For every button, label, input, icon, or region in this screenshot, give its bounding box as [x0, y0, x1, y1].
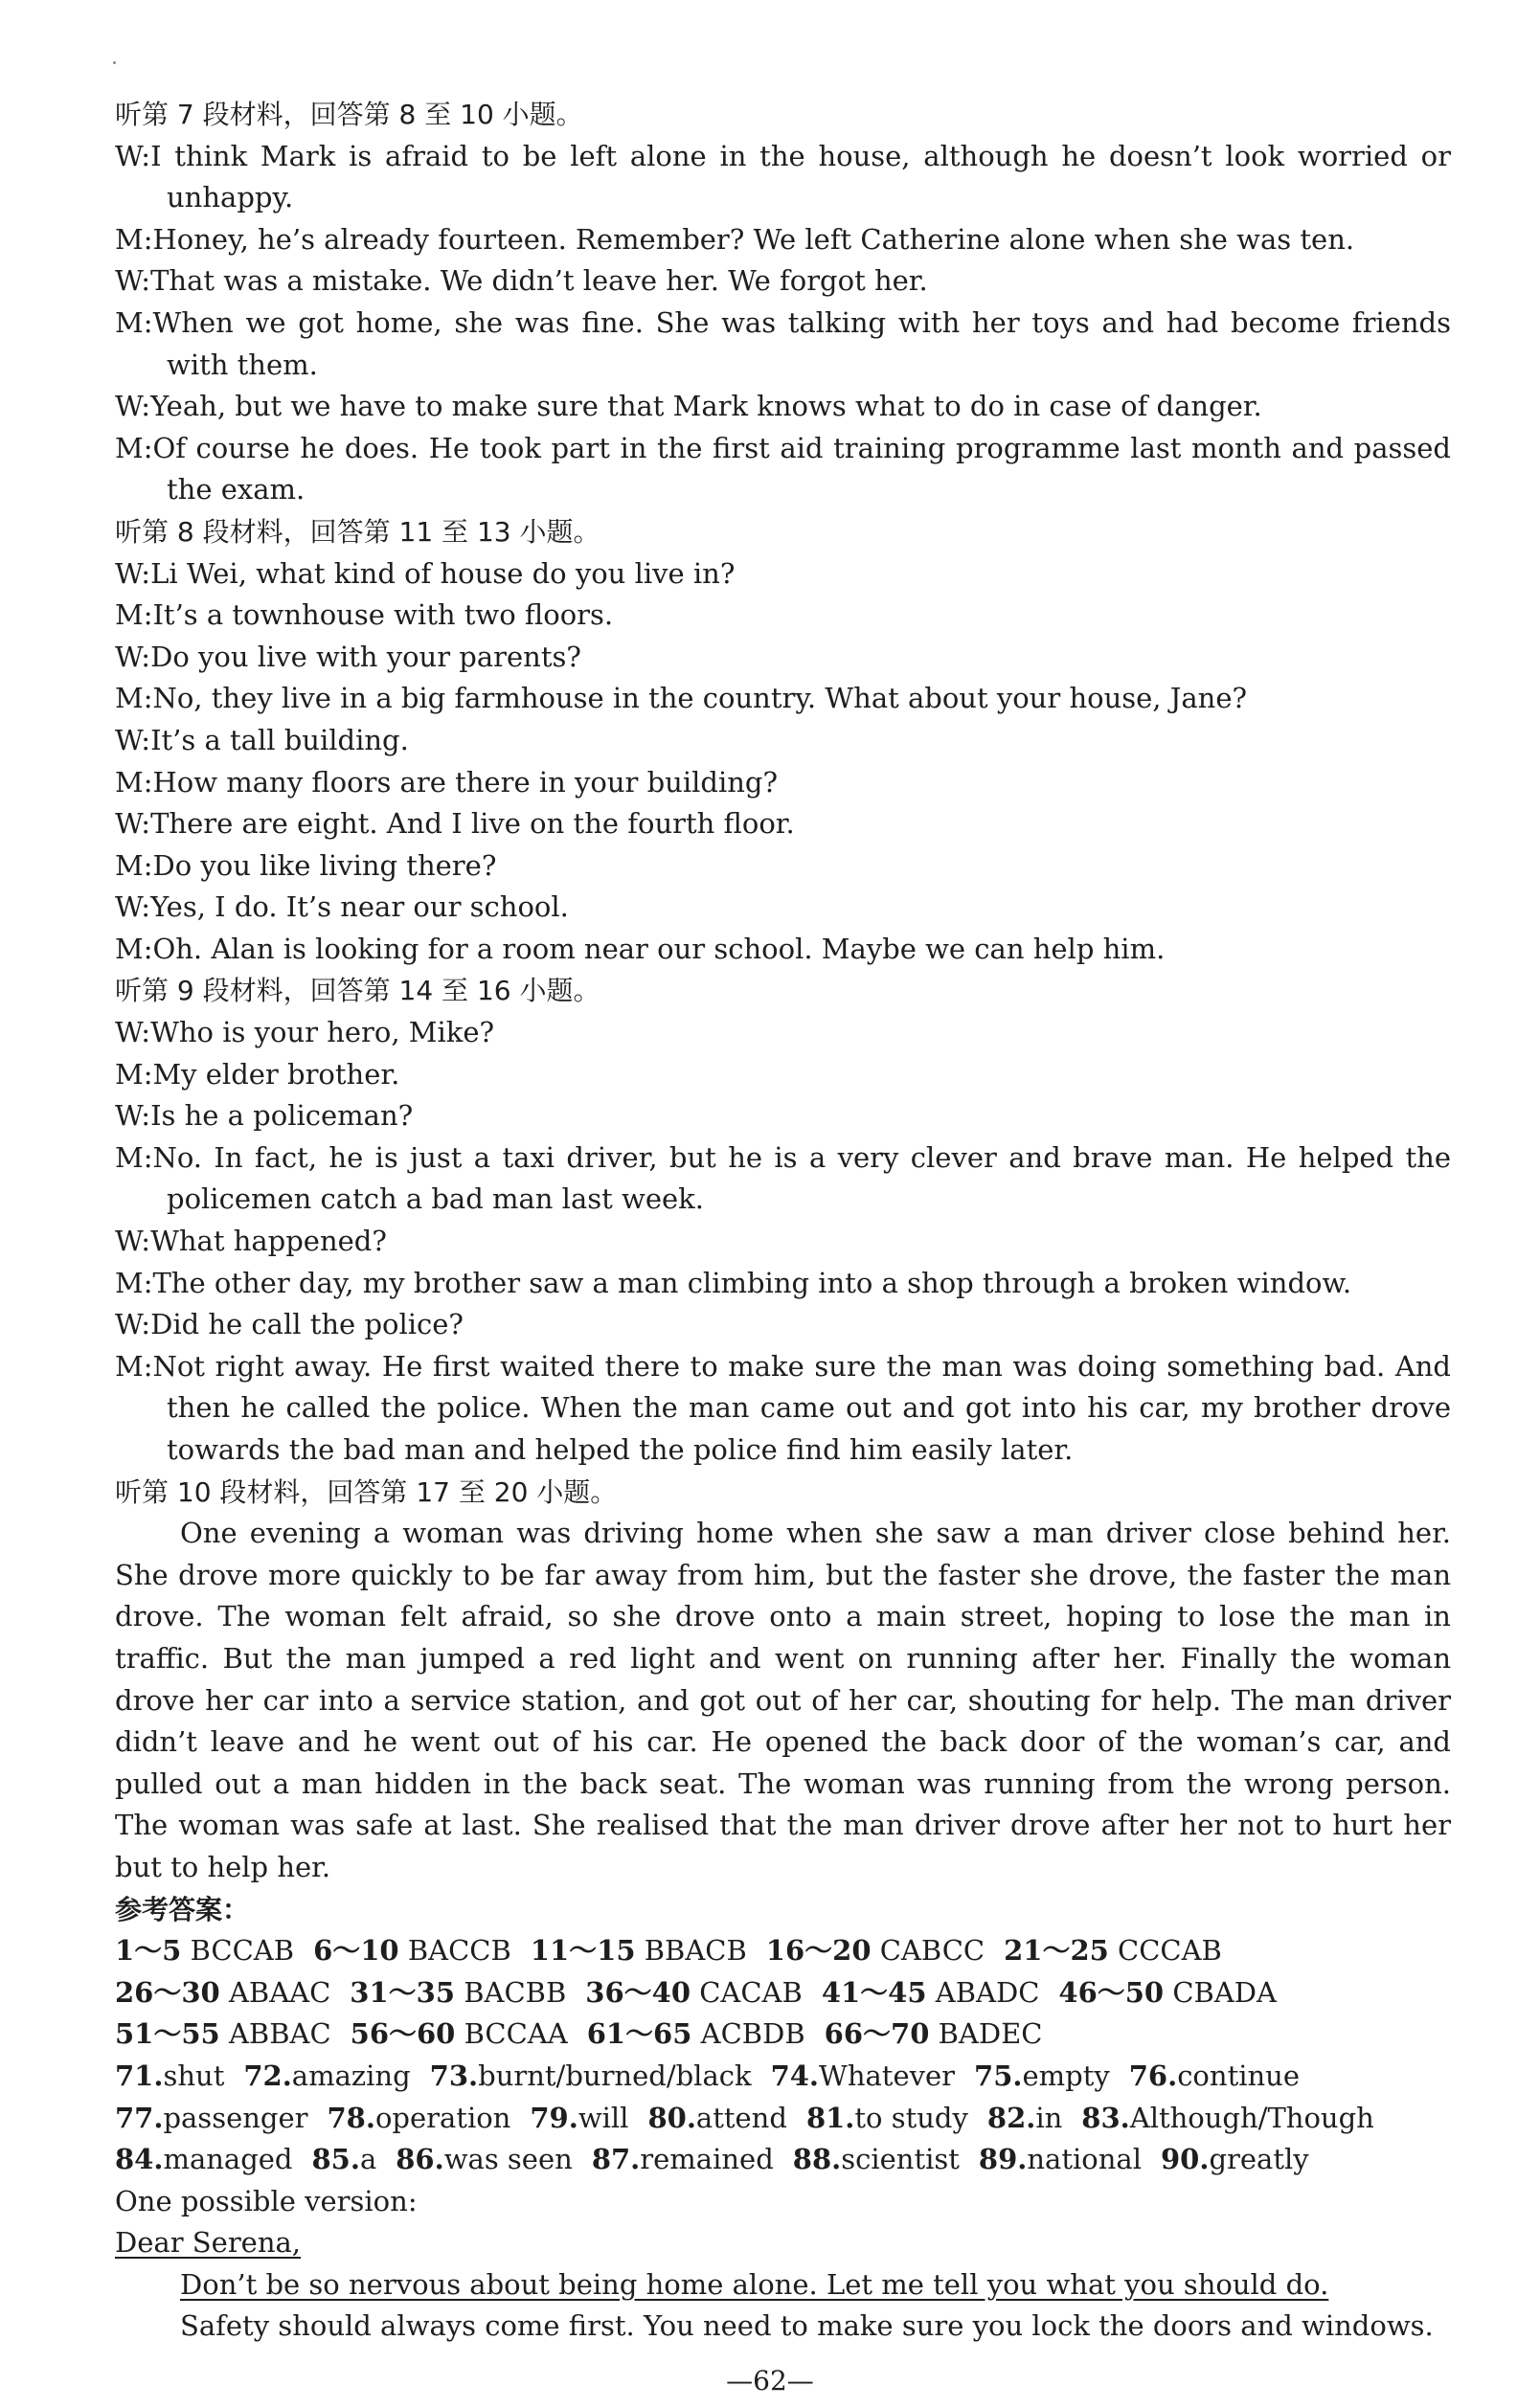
answer-row [115, 2056, 1451, 2098]
answer-value: BBACB [644, 1934, 747, 1968]
answer-rows [115, 1930, 1451, 2181]
answer-value: scientist [841, 2143, 960, 2176]
answer-number: 84. [115, 2143, 164, 2176]
answer-value: ABBAC [228, 2017, 331, 2051]
answer-item [1004, 1934, 1222, 1967]
answer-item [585, 1976, 803, 2009]
answer-number: 85. [311, 2143, 360, 2176]
passage-paragraph: One evening a woman was driving home when she saw a man driver close behind her. She drove more quickly to be far away from him, but the faster she drove, the faster the man drove. The woman felt afraid, so she drove onto a main street, hoping to lose the man in traffic. But the man jumped a red light and went on running after her. Finally the woman drove her car into a service station, and got out of her car, shouting for help. The man driver didn’t leave and he went out of his car. He opened the back door of the woman’s car, and pulled out a man hidden in the back seat. The woman was running from the wrong person. The woman was safe at last. She realised that the man driver drove after her not to hurt her but to help her. [115, 1517, 1451, 1883]
answer-number: 82. [986, 2101, 1036, 2134]
speaker: W: [115, 807, 151, 841]
speaker: W: [115, 139, 151, 172]
dialogue-line [115, 595, 1451, 637]
answer-number: 81. [805, 2101, 855, 2134]
speaker: M: [115, 598, 153, 632]
letter-salutation: Dear Serena, [115, 2226, 302, 2260]
dialogue-line [115, 929, 1451, 971]
answer-number: 61～65 [586, 2017, 692, 2051]
answer-item [115, 1934, 294, 1967]
speaker: W: [115, 890, 151, 924]
utterance: It’s a townhouse with two floors. [152, 598, 614, 632]
dialogue-line [115, 678, 1451, 720]
answer-number: 72. [243, 2059, 292, 2092]
speaker: W: [115, 1225, 151, 1258]
utterance: Do you live with your parents? [150, 640, 581, 673]
answer-number: 74. [770, 2059, 820, 2092]
answer-value: attend [695, 2101, 787, 2134]
dialogue-line [115, 762, 1451, 804]
answer-value: managed [163, 2143, 293, 2176]
dialogue-line [115, 720, 1451, 762]
section-heading: 听第 10 段材料，回答第 17 至 20 小题。 [115, 1475, 618, 1508]
section-8 [115, 511, 1451, 971]
answer-number: 11～15 [530, 1934, 636, 1968]
answer-item [313, 1934, 511, 1967]
answer-value: CCCAB [1118, 1934, 1222, 1968]
answer-key [115, 1889, 1451, 2181]
answer-item [766, 1934, 985, 1967]
answer-number: 87. [591, 2143, 641, 2176]
dialogue-line [115, 803, 1451, 845]
utterance: No, they live in a big farmhouse in the country. What about your house, Jane? [152, 682, 1248, 715]
answer-row [115, 2139, 1451, 2181]
answer-value: CABCC [879, 1934, 985, 1968]
letter-line: Don’t be so nervous about being home alone. Let me tell you what you should do. [180, 2267, 1329, 2301]
speaker: W: [115, 640, 151, 673]
utterance: My elder brother. [152, 1057, 400, 1091]
utterance: Of course he does. He took part in the first aid training programme last month and passed the exam. [152, 431, 1451, 506]
answer-number: 88. [792, 2143, 842, 2176]
utterance: Not right away. He first waited there to make sure the man was doing something bad. And then he called the police. When the man came out and got into his car, my brother drove towards the bad man and helped the police find him easily later. [152, 1349, 1451, 1466]
answer-value: burnt/burned/black [478, 2059, 752, 2092]
answer-value: ABAAC [228, 1975, 331, 2009]
utterance: Who is your hero, Mike? [150, 1016, 495, 1049]
answer-value: greatly [1209, 2143, 1309, 2176]
answer-number: 56～60 [350, 2017, 456, 2051]
answer-number: 36～40 [585, 1975, 691, 2009]
answer-value: remained [640, 2143, 774, 2176]
answer-value: national [1027, 2143, 1142, 2176]
dialogue-line [115, 553, 1451, 596]
dialogue-line [115, 260, 1451, 303]
utterance: What happened? [150, 1225, 387, 1258]
answer-number: 89. [978, 2143, 1028, 2176]
speaker: W: [115, 390, 151, 423]
answer-value: shut [163, 2059, 225, 2092]
page-number: —62— [726, 2365, 814, 2397]
dialogue-line [115, 1346, 1451, 1472]
speaker: M: [115, 765, 153, 799]
answer-item [987, 2102, 1062, 2134]
answer-number: 51～55 [115, 2017, 220, 2051]
answer-value: a [359, 2143, 377, 2176]
speaker: M: [115, 848, 153, 882]
answer-item [115, 2059, 224, 2092]
section-9 [115, 970, 1451, 1471]
speaker: M: [115, 305, 153, 339]
answer-number: 1～5 [115, 1934, 182, 1968]
speaker: M: [115, 1349, 153, 1383]
writing-sample [115, 2181, 1451, 2348]
utterance: Did he call the police? [150, 1308, 464, 1341]
speaker: W: [115, 723, 151, 756]
answer-number: 21～25 [1004, 1934, 1109, 1968]
answer-number: 78. [327, 2101, 375, 2134]
answer-number: 73. [429, 2059, 479, 2092]
answer-item [592, 2143, 774, 2175]
speaker: W: [115, 264, 151, 298]
answer-value: BACBB [464, 1975, 567, 2009]
section-7 [115, 94, 1451, 511]
answer-value: operation [374, 2101, 511, 2134]
answer-value: Although/Though [1129, 2101, 1374, 2134]
dialogue-line [115, 1012, 1451, 1054]
answer-item [115, 1976, 330, 2009]
utterance: No. In fact, he is just a taxi driver, but he is a very clever and brave man. He helped the policemen catch a bad man last week. [152, 1140, 1451, 1216]
answer-number: 79. [530, 2101, 578, 2134]
dialogue-line [115, 303, 1451, 386]
dialogue-line [115, 887, 1451, 929]
dialogue-line [115, 1263, 1451, 1305]
answer-row [115, 1930, 1451, 1972]
answer-value: empty [1022, 2059, 1110, 2092]
answer-number: 90. [1160, 2143, 1210, 2176]
section-heading: 听第 9 段材料，回答第 14 至 16 小题。 [115, 975, 600, 1007]
speaker: W: [115, 1099, 151, 1133]
answer-item [350, 1976, 566, 2009]
utterance: It’s a tall building. [150, 723, 409, 756]
answer-value: ABADC [935, 1975, 1040, 2009]
answer-item [530, 2102, 628, 2134]
speaker: M: [115, 431, 153, 464]
answer-item [531, 1934, 747, 1967]
answer-value: CBADA [1172, 1975, 1277, 2009]
answer-item [1129, 2059, 1300, 2092]
answer-value: BCCAA [464, 2017, 568, 2051]
section-10 [115, 1472, 1451, 1889]
answer-value: continue [1177, 2059, 1301, 2092]
speaker: M: [115, 1266, 153, 1299]
answer-value: ACBDB [700, 2017, 805, 2051]
utterance: How many floors are there in your building? [152, 765, 779, 799]
utterance: When we got home, she was fine. She was talking with her toys and had become friends with them. [152, 305, 1451, 381]
answer-value: was seen [443, 2143, 573, 2176]
answer-item [351, 2017, 568, 2050]
answer-value: CACAB [699, 1975, 803, 2009]
answer-value: Whatever [819, 2059, 956, 2092]
answer-item [243, 2059, 410, 2092]
speaker: W: [115, 1016, 151, 1049]
dialogue-line [115, 428, 1451, 511]
answer-item [396, 2143, 573, 2175]
speaker: M: [115, 932, 153, 965]
answer-item [825, 2017, 1043, 2050]
answer-item [822, 1976, 1040, 2009]
utterance: Is he a policeman? [150, 1099, 414, 1133]
utterance: Yeah, but we have to make sure that Mark knows what to do in case of danger. [150, 390, 1262, 423]
answer-row [115, 1972, 1451, 2014]
answer-number: 77. [115, 2101, 164, 2134]
answer-item [974, 2059, 1110, 2092]
answer-item [115, 2143, 293, 2175]
dialogue-line [115, 1137, 1451, 1221]
answer-item [793, 2143, 960, 2175]
answer-item [115, 2017, 331, 2050]
utterance: The other day, my brother saw a man climbing into a shop through a broken window. [152, 1266, 1352, 1299]
speaker: W: [115, 1308, 151, 1341]
answer-item [1058, 1976, 1277, 2009]
answer-value: in [1035, 2101, 1063, 2134]
answer-item [979, 2143, 1142, 2175]
sample-intro: One possible version: [115, 2184, 418, 2217]
answer-value: BADEC [938, 2017, 1043, 2051]
answer-value: BACCB [407, 1934, 511, 1968]
answer-item [1081, 2102, 1374, 2134]
answer-item [771, 2059, 955, 2092]
dialogue-line [115, 386, 1451, 428]
answer-number: 31～35 [350, 1975, 455, 2009]
scan-speck [113, 61, 116, 64]
answer-item [647, 2102, 786, 2134]
speaker: M: [115, 682, 153, 715]
dialogue-line [115, 219, 1451, 261]
answer-number: 75. [974, 2059, 1023, 2092]
answer-item [115, 2102, 308, 2134]
speaker: M: [115, 1057, 153, 1091]
dialogue-line [115, 1054, 1451, 1096]
speaker: M: [115, 1140, 153, 1174]
answer-value: to study [854, 2101, 968, 2134]
page-content [115, 94, 1451, 2348]
answer-key-title: 参考答案： [115, 1893, 250, 1925]
dialogue-line [115, 637, 1451, 679]
answer-number: 80. [647, 2101, 696, 2134]
answer-row [115, 2014, 1451, 2056]
section-heading: 听第 7 段材料，回答第 8 至 10 小题。 [115, 99, 583, 130]
utterance: There are eight. And I live on the fourth floor. [150, 807, 795, 841]
answer-value: will [578, 2101, 629, 2134]
speaker: M: [115, 222, 153, 256]
utterance: Do you like living there? [152, 848, 497, 882]
answer-value: BCCAB [190, 1934, 295, 1968]
letter-line: Safety should always come first. You need to make sure you lock the doors and windows. [180, 2309, 1434, 2343]
answer-number: 6～10 [313, 1934, 399, 1968]
dialogue-line [115, 1221, 1451, 1263]
answer-number: 76. [1128, 2059, 1178, 2092]
answer-number: 26～30 [115, 1975, 220, 2009]
answer-item [806, 2102, 968, 2134]
answer-number: 16～20 [765, 1934, 872, 1968]
utterance: I think Mark is afraid to be left alone in the house, although he doesn’t look worried or unhappy. [150, 139, 1451, 214]
dialogue-line [115, 136, 1451, 219]
answer-item [328, 2102, 511, 2134]
answer-number: 41～45 [821, 1975, 927, 2009]
section-heading: 听第 8 段材料，回答第 11 至 13 小题。 [115, 515, 600, 548]
answer-item [1161, 2143, 1309, 2175]
dialogue-line [115, 1095, 1451, 1137]
answer-number: 66～70 [824, 2017, 930, 2051]
answer-value: amazing [291, 2059, 411, 2092]
answer-item [587, 2017, 805, 2050]
answer-number: 86. [396, 2143, 444, 2176]
answer-number: 46～50 [1058, 1975, 1165, 2009]
speaker: W: [115, 556, 151, 590]
utterance: Honey, he’s already fourteen. Remember? We left Catherine alone when she was ten. [152, 222, 1355, 256]
answer-item [430, 2059, 752, 2092]
dialogue-line [115, 845, 1451, 888]
utterance: Li Wei, what kind of house do you live in? [150, 556, 736, 590]
answer-item [312, 2143, 377, 2175]
answer-value: passenger [163, 2101, 308, 2134]
utterance: Yes, I do. It’s near our school. [150, 890, 569, 924]
answer-row [115, 2098, 1451, 2140]
utterance: Oh. Alan is looking for a room near our school. Maybe we can help him. [152, 932, 1166, 965]
utterance: That was a mistake. We didn’t leave her. We forgot her. [150, 264, 928, 298]
dialogue-line [115, 1304, 1451, 1346]
answer-number: 83. [1081, 2101, 1130, 2134]
answer-number: 71. [115, 2059, 164, 2092]
